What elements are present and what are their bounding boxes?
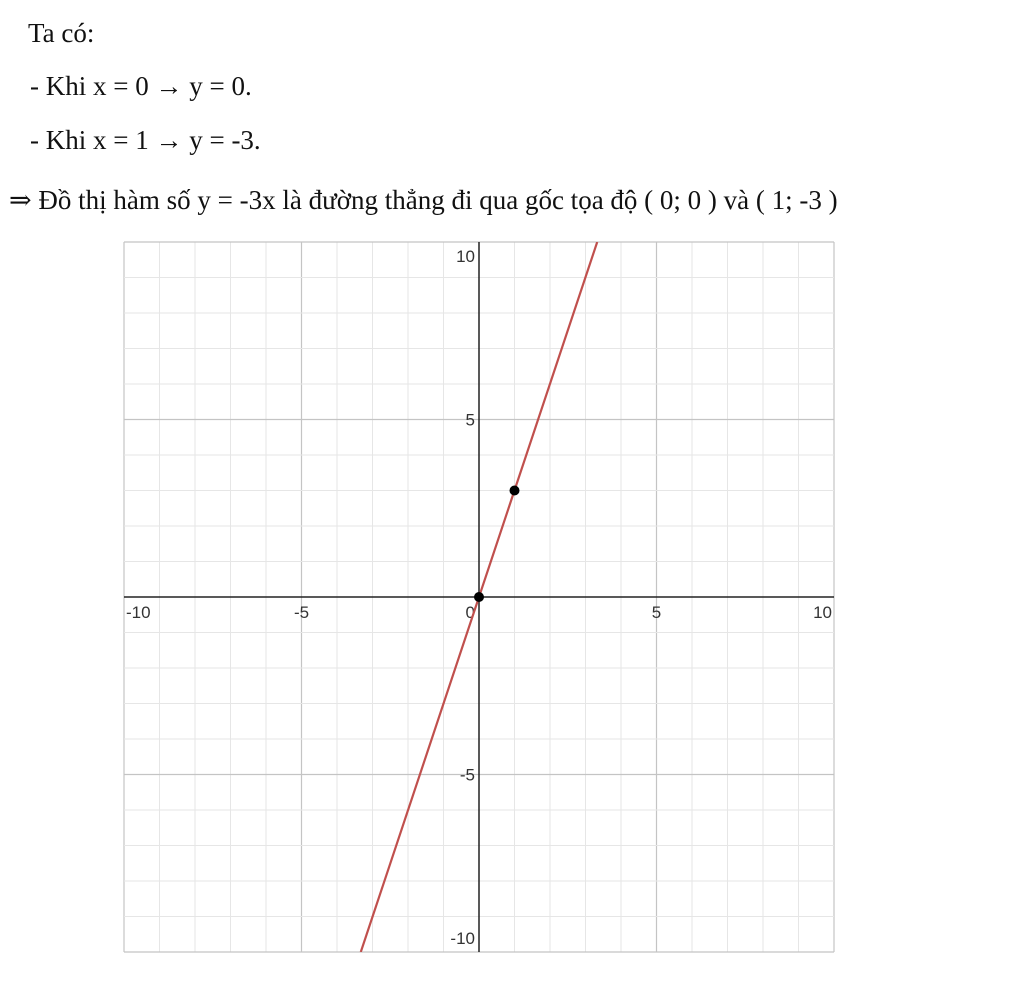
x-tick-label: 5: [651, 603, 662, 622]
x-tick-label: -5: [293, 603, 310, 622]
y-tick-label: 10: [456, 247, 475, 266]
x-tick-label: 10: [813, 603, 832, 622]
y-tick-label: -10: [450, 929, 475, 948]
conclusion-text: ⇒ Đồ thị hàm số y = -3x là đường thẳng đi qua gốc tọa độ ( 0; 0 ) và ( 1; -3 ): [9, 185, 838, 215]
case-x0-text: - Khi x = 0 → y = 0.: [30, 71, 252, 101]
x-tick-label: 0: [465, 603, 475, 622]
x-tick-label: -10: [126, 603, 151, 622]
data-point: [510, 486, 520, 496]
y-tick-label: 5: [465, 410, 475, 430]
y-tick-label: -5: [459, 765, 475, 785]
data-point: [474, 592, 484, 602]
intro-text: Ta có:: [28, 18, 95, 48]
case-x1-text: - Khi x = 1 → y = -3.: [30, 125, 261, 155]
